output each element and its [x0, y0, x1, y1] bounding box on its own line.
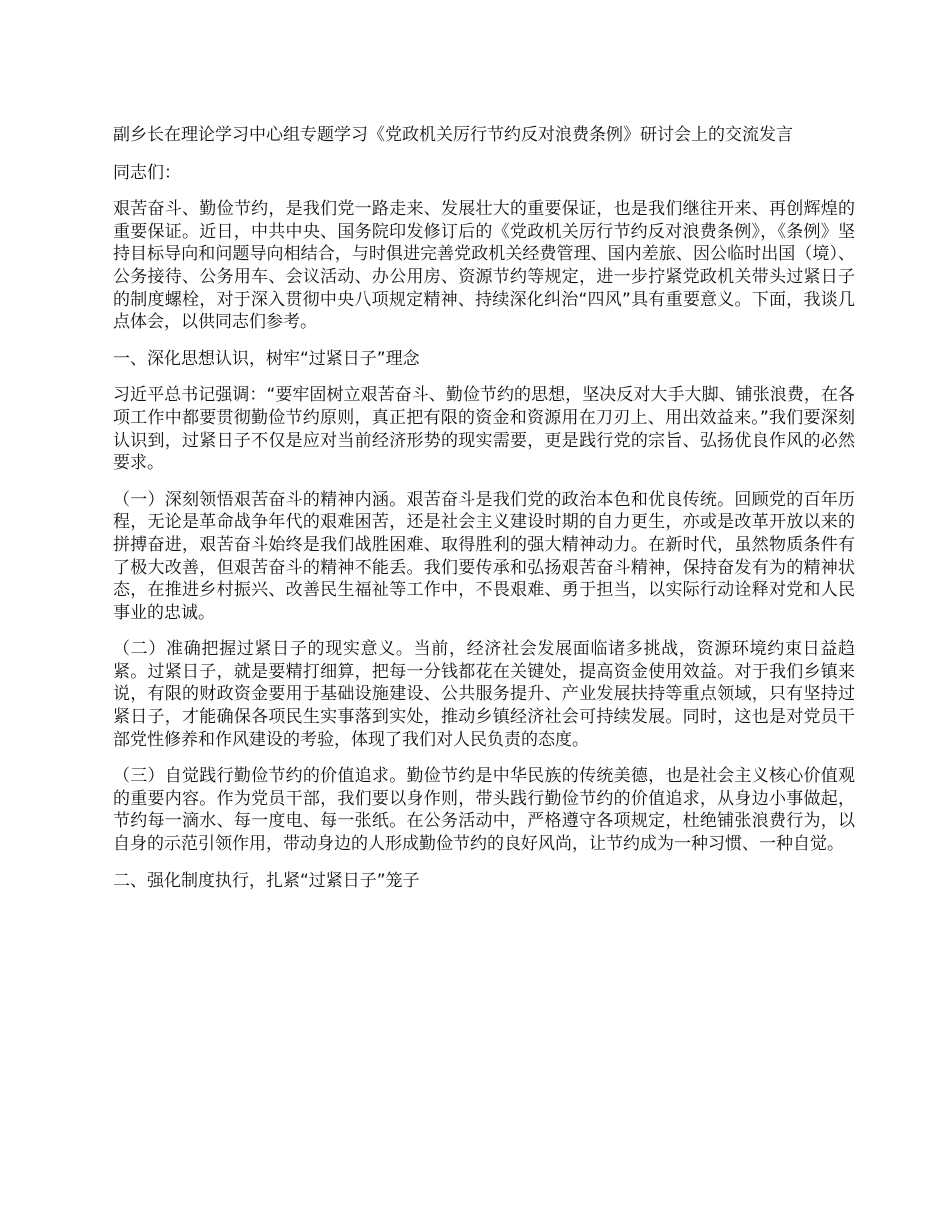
document-title: 副乡长在理论学习中心组专题学习《党政机关厉行节约反对浪费条例》研讨会上的交流发言 — [113, 125, 793, 145]
quote-paragraph: 习近平总书记强调：“要牢固树立艰苦奋斗、勤俭节约的思想，坚决反对大手大脚、铺张浪费，在各项工作中都要贯彻勤俭节约原则，真正把有限的资金和资源用在刀刃上、用出效益来。”我们要深刻认识到，过紧日子不仅是应对当前经济形势的现实需要，更是践行党的宗旨、弘扬优良作风的必然要求。 — [113, 385, 855, 474]
document-page — [113, 124, 855, 906]
subsection-paragraph-2: （二）准确把握过紧日子的现实意义。当前，经济社会发展面临诸多挑战，资源环境约束日益趋紧。过紧日子，就是要精打细算，把每一分钱都花在关键处，提高资金使用效益。对于我们乡镇来说，有限的财政资金要用于基础设施建设、公共服务提升、产业发展扶持等重点领域，只有坚持过紧日子，才能确保各项民生实事落到实处，推动乡镇经济社会可持续发展。同时，这也是对党员干部党性修养和作风建设的考验，体现了我们对人民负责的态度。 — [113, 639, 855, 750]
section-heading-1: 一、深化思想认识，树牢“过紧日子”理念 — [113, 348, 420, 369]
salutation: 同志们： — [113, 162, 181, 183]
subsection-paragraph-1: （一）深刻领悟艰苦奋斗的精神内涵。艰苦奋斗是我们党的政治本色和优良传统。回顾党的百年历程，无论是革命战争年代的艰难困苦，还是社会主义建设时期的自力更生，亦或是改革开放以来的拼搏奋进，艰苦奋斗始终是我们战胜困难、取得胜利的强大精神动力。在新时代，虽然物质条件有了极大改善，但艰苦奋斗的精神不能丢。我们要传承和弘扬艰苦奋斗精神，保持奋发有为的精神状态，在推进乡村振兴、改善民生福祉等工作中，不畏艰难、勇于担当，以实际行动诠释对党和人民事业的忠诚。 — [113, 489, 855, 623]
section-heading-2: 二、强化制度执行，扎紧“过紧日子”笼子 — [113, 870, 420, 891]
subsection-paragraph-3: （三）自觉践行勤俭节约的价值追求。勤俭节约是中华民族的传统美德，也是社会主义核心价值观的重要内容。作为党员干部，我们要以身作则，带头践行勤俭节约的价值追求，从身边小事做起，节约每一滴水、每一度电、每一张纸。在公务活动中，严格遵守各项规定，杜绝铺张浪费行为，以自身的示范引领作用，带动身边的人形成勤俭节约的良好风尚，让节约成为一种习惯、一种自觉。 — [113, 766, 855, 855]
intro-paragraph: 艰苦奋斗、勤俭节约，是我们党一路走来、发展壮大的重要保证，也是我们继往开来、再创辉煌的重要保证。近日，中共中央、国务院印发修订后的《党政机关厉行节约反对浪费条例》，《条例》坚持目标导向和问题导向相结合，与时俱进完善党政机关经费管理、国内差旅、因公临时出国（境）、公务接待、公务用车、会议活动、办公用房、资源节约等规定，进一步拧紧党政机关带头过紧日子的制度螺栓，对于深入贯彻中央八项规定精神、持续深化纠治“四风”具有重要意义。下面，我谈几点体会，以供同志们参考。 — [113, 199, 855, 333]
